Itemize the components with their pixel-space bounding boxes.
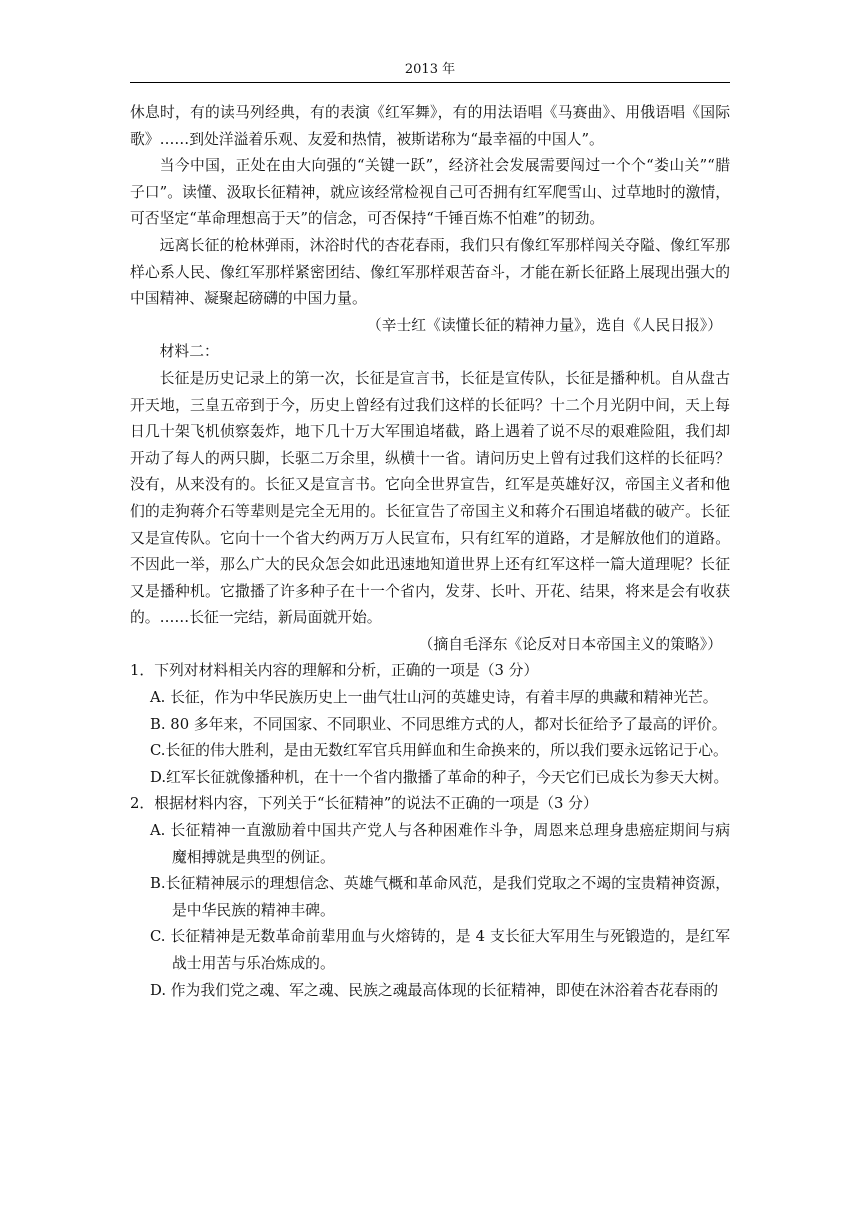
material1-paragraph: 远离长征的枪林弹雨，沐浴时代的杏花春雨，我们只有像红军那样闯关夺隘、像红军那样心系人民、像红军那样紧密团结、像红军那样艰苦奋斗，才能在新长征路上展现出强大的中国精神、凝聚起磅礴的中国力量。 (130, 236, 730, 308)
material1-source: （辛士红《读懂长征的精神力量》，选自《人民日报》） (366, 316, 722, 334)
question-2-option-a: A. 长征精神一直激励着中国共产党人与各种困难作斗争，周恩来总理身患癌症期间与病魔相搏就是典型的例证。 (150, 822, 730, 866)
document-body (130, 100, 730, 1004)
question-1-option-d: D.红军长征就像播种机，在十一个省内撒播了革命的种子，今天它们已成长为参天大树。 (150, 768, 729, 786)
question-2-option-c: C. 长征精神是无数革命前辈用血与火熔铸的，是 4 支长征大军用生与死锻造的，是红军战士用苦与乐冶炼成的。 (150, 928, 730, 972)
question-2-option-d: D. 作为我们党之魂、军之魂、民族之魂最高体现的长征精神，即使在沐浴着杏花春雨的 (150, 981, 719, 999)
question-2-stem: 2．根据材料内容，下列关于“长征精神”的说法不正确的一项是（3 分） (130, 795, 598, 813)
question-2-option-b: B.长征精神展示的理想信念、英雄气概和革命风范，是我们党取之不竭的宝贵精神资源，是中华民族的精神丰碑。 (150, 875, 730, 919)
question-1-stem: 1．下列对材料相关内容的理解和分析，正确的一项是（3 分） (130, 662, 539, 680)
question-1-option-b: B. 80 多年来，不同国家、不同职业、不同思维方式的人，都对长征给予了最高的评价。 (150, 715, 727, 733)
header-rule (130, 82, 730, 83)
material2-label: 材料二： (159, 343, 219, 361)
question-1-option-c: C.长征的伟大胜利，是由无数红军官兵用鲜血和生命换来的，所以我们要永远铭记于心。 (150, 742, 728, 760)
question-1-option-a: A. 长征，作为中华民族历史上一曲气壮山河的英雄史诗，有着丰厚的典藏和精神光芒。 (150, 689, 718, 707)
page-header: 2013 年 (404, 62, 456, 77)
material1-paragraph: 休息时，有的读马列经典，有的表演《红军舞》，有的用法语唱《马赛曲》、用俄语唱《国际歌》……到处洋溢着乐观、友爱和热情，被斯诺称为“最幸福的中国人”。 (130, 104, 730, 148)
material2-paragraph: 长征是历史记录上的第一次，长征是宣言书，长征是宣传队，长征是播种机。自从盘古开天地，三皇五帝到于今，历史上曾经有过我们这样的长征吗？十二个月光阴中间，天上每日几十架飞机侦察轰炸，地下几十万大军围追堵截，路上遇着了说不尽的艰难险阻，我们却开动了每人的两只脚，长驱二万余里，纵横十一省。请问历史上曾有过我们这样的长征吗？没有，从来没有的。长征又是宣言书。它向全世界宣告，红军是英雄好汉，帝国主义者和他们的走狗蒋介石等辈则是完全无用的。长征宣告了帝国主义和蒋介石围追堵截的破产。长征又是宣传队。它向十一个省大约两万万人民宣布，只有红军的道路，才是解放他们的道路。不因此一举，那么广大的民众怎会如此迅速地知道世界上还有红军这样一篇大道理呢？长征又是播种机。它撒播了许多种子在十一个省内，发芽、长叶、开花、结果，将来是会有收获的。……长征一完结，新局面就开始。 (130, 369, 730, 627)
material2-source: （摘自毛泽东《论反对日本帝国主义的策略》） (418, 635, 722, 653)
material1-paragraph: 当今中国，正处在由大向强的“关键一跃”，经济社会发展需要闯过一个个“娄山关”“腊子口”。读懂、汲取长征精神，就应该经常检视自己可否拥有红军爬雪山、过草地时的激情，可否坚定“革命理想高于天”的信念，可否保持“千锤百炼不怕难”的韧劲。 (130, 157, 730, 228)
